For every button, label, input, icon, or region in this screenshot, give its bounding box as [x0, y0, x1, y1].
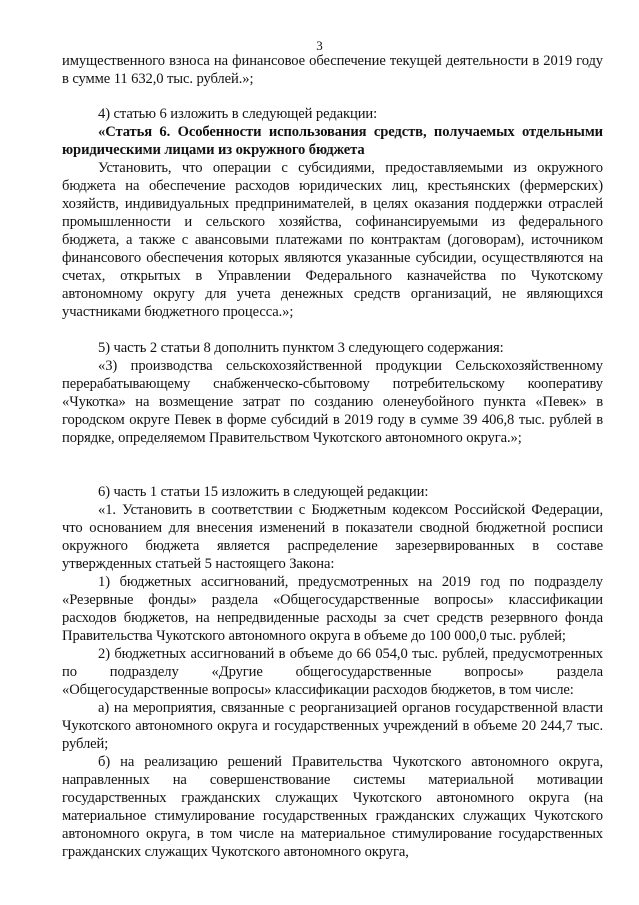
- article-8-point-3: «3) производства сельскохозяйственной продукции Сельскохозяйственному перерабатывающему снабженческо-сбытовому потребительскому кооперативу «Чукотка» на возмещение затрат по созданию оленеубойного пункта «Певек» в городском округе Певек в форме субсидий в 2019 году в сумме 39 406,8 тыс. рублей в порядке, определяемом Правительством Чукотского автономного округа.»;: [62, 358, 603, 446]
- page-number: 3: [316, 38, 323, 53]
- article-15-subitem-1: 1) бюджетных ассигнований, предусмотренных на 2019 год по подразделу «Резервные фонды» раздела «Общегосударственные вопросы» классификации расходов бюджетов, на непредвиденные расходы за счет средств резервного фонда Правительства Чукотского автономного округа в объеме до 100 000,0 тыс. рублей;: [62, 574, 603, 644]
- article-15-subitem-b: б) на реализацию решений Правительства Чукотского автономного округа, направленных на совершенствование системы материальной мотивации государственных гражданских служащих Чукотского автономного округа (на материальное стимулирование государственных гражданских служащих Чукотского автономного округа, в том числе на материальное стимулирование государственных гражданских служащих Чукотского автономного округа,: [62, 754, 603, 860]
- continuation-block: [62, 52, 603, 88]
- paragraph-item-4: 4) статью 6 изложить в следующей редакции:: [98, 106, 378, 122]
- article-6-block: [62, 105, 603, 321]
- article-6-body: Установить, что операции с субсидиями, предоставляемыми из окружного бюджета на обеспечение расходов юридических лиц, крестьянских (фермерских) хозяйств, индивидуальных предпринимателей, в целях оказания поддержки отраслей промышленности и сельского хозяйства, софинансируемыми из федерального бюджета, а также с авансовыми платежами по контрактам (договорам), источником финансового обеспечения которых являются указанные субсидии, осуществляются на счетах, открытых в Управлении Федерального казначейства по Чукотскому автономному округу для учета денежных средств организаций, не являющихся участниками бюджетного процесса.»;: [62, 160, 603, 320]
- article-15-block: [62, 483, 603, 861]
- article-15-part-1: «1. Установить в соответствии с Бюджетным кодексом Российской Федерации, что основанием для внесения изменений в показатели сводной бюджетной росписи окружного бюджета является распределение зарезервированных в составе утвержденных статьей 5 настоящего Закона:: [62, 502, 603, 572]
- article-8-block: [62, 339, 603, 447]
- article-6-heading: «Статья 6. Особенности использования средств, получаемых отдельными юридическими лицами из окружного бюджета: [62, 124, 603, 158]
- paragraph-item-6: 6) часть 1 статьи 15 изложить в следующей редакции:: [98, 484, 429, 500]
- paragraph-continuation: имущественного взноса на финансовое обеспечение текущей деятельности в 2019 году в сумме 11 632,0 тыс. рублей.»;: [62, 53, 603, 87]
- article-15-subitem-2: 2) бюджетных ассигнований в объеме до 66 054,0 тыс. рублей, предусмотренных по подразделу «Другие общегосударственные вопросы» раздела «Общегосударственные вопросы» классификации расходов бюджетов, в том числе:: [62, 646, 603, 698]
- paragraph-item-5: 5) часть 2 статьи 8 дополнить пунктом 3 следующего содержания:: [98, 340, 504, 356]
- article-15-subitem-a: а) на мероприятия, связанные с реорганизацией органов государственной власти Чукотского автономного округа и государственных учреждений в объеме 20 244,7 тыс. рублей;: [62, 700, 603, 752]
